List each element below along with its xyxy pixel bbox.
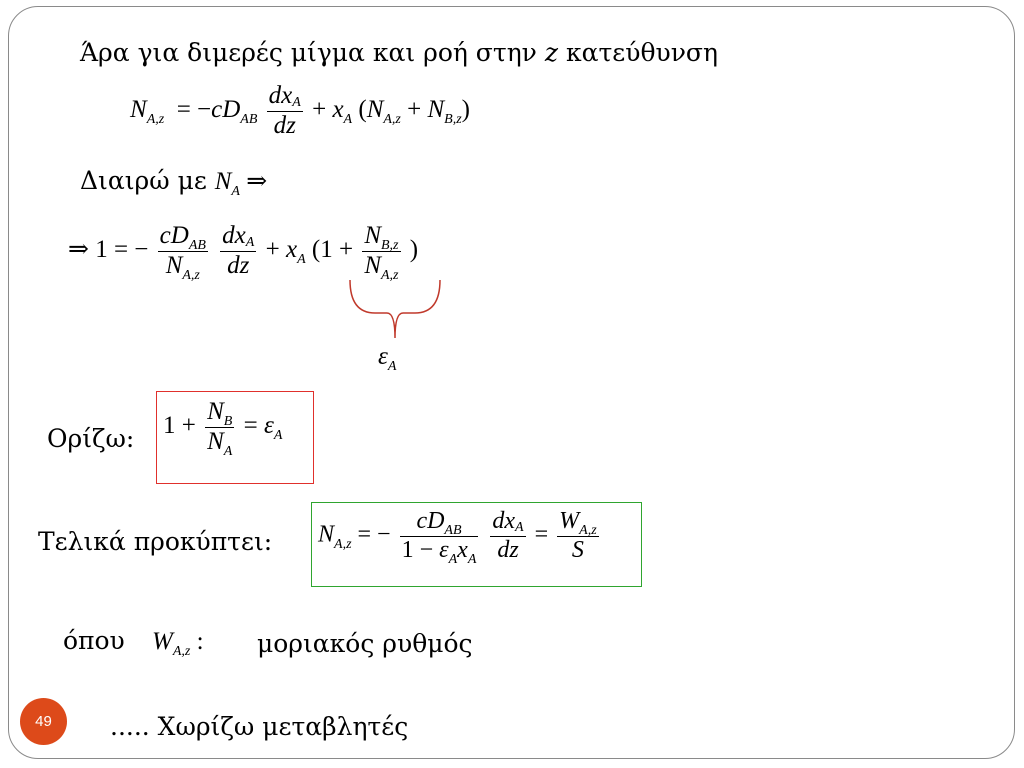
intro-text-main: Άρα για διμερές μίγμα και ροή στην xyxy=(80,38,537,67)
where-description: μοριακός ρυθμός xyxy=(257,629,473,658)
divide-label: Διαιρώ με xyxy=(80,166,207,195)
intro-text xyxy=(80,38,718,67)
intro-variable: z xyxy=(544,38,558,67)
page-number: 49 xyxy=(35,713,52,730)
epsilon-label: $\varepsilon_A$ xyxy=(378,343,397,374)
result-label: Τελικά προκύπτει: xyxy=(38,527,273,556)
result-equation: $N_{A,z}$ = − $\frac{cD_{AB}}{1 - \varepsilon_Ax_A}$ $\frac{\text{dxA}}{dz}$ = $\frac{W_{A,z}}{S}$ xyxy=(318,508,597,567)
page-number-badge xyxy=(20,698,67,745)
underbrace-icon xyxy=(345,278,445,348)
divide-text: Διαιρώ με $N_A$ ⇒ xyxy=(80,166,268,199)
molar-rate-symbol: $W_{A,z}$ : xyxy=(152,628,204,659)
where-label: όπου xyxy=(63,626,125,655)
flux-equation: $N_{A,z} = -cD_{AB}$ $\frac{\text{dxA}}{dz}$ + $x_A$ $(N_{A,z} + N_{B,z})$ xyxy=(130,82,470,139)
divided-equation: ⇒ 1 = − $\frac{cD_{AB}}{N_{A,z}}$ $\frac{\text{dxA}}{dz}$ + $x_A$ (1 + $\frac{N_{B,z}}{N_{A,z}}$ ) xyxy=(68,222,419,283)
intro-text-end: κατεύθυνση xyxy=(565,38,718,67)
next-step-text: ..... Χωρίζω μεταβλητές xyxy=(110,712,409,741)
define-label: Ορίζω: xyxy=(47,424,135,453)
epsilon-definition: 1 + $\frac{N_B}{N_A}$ = $\varepsilon_A$ xyxy=(163,398,283,459)
